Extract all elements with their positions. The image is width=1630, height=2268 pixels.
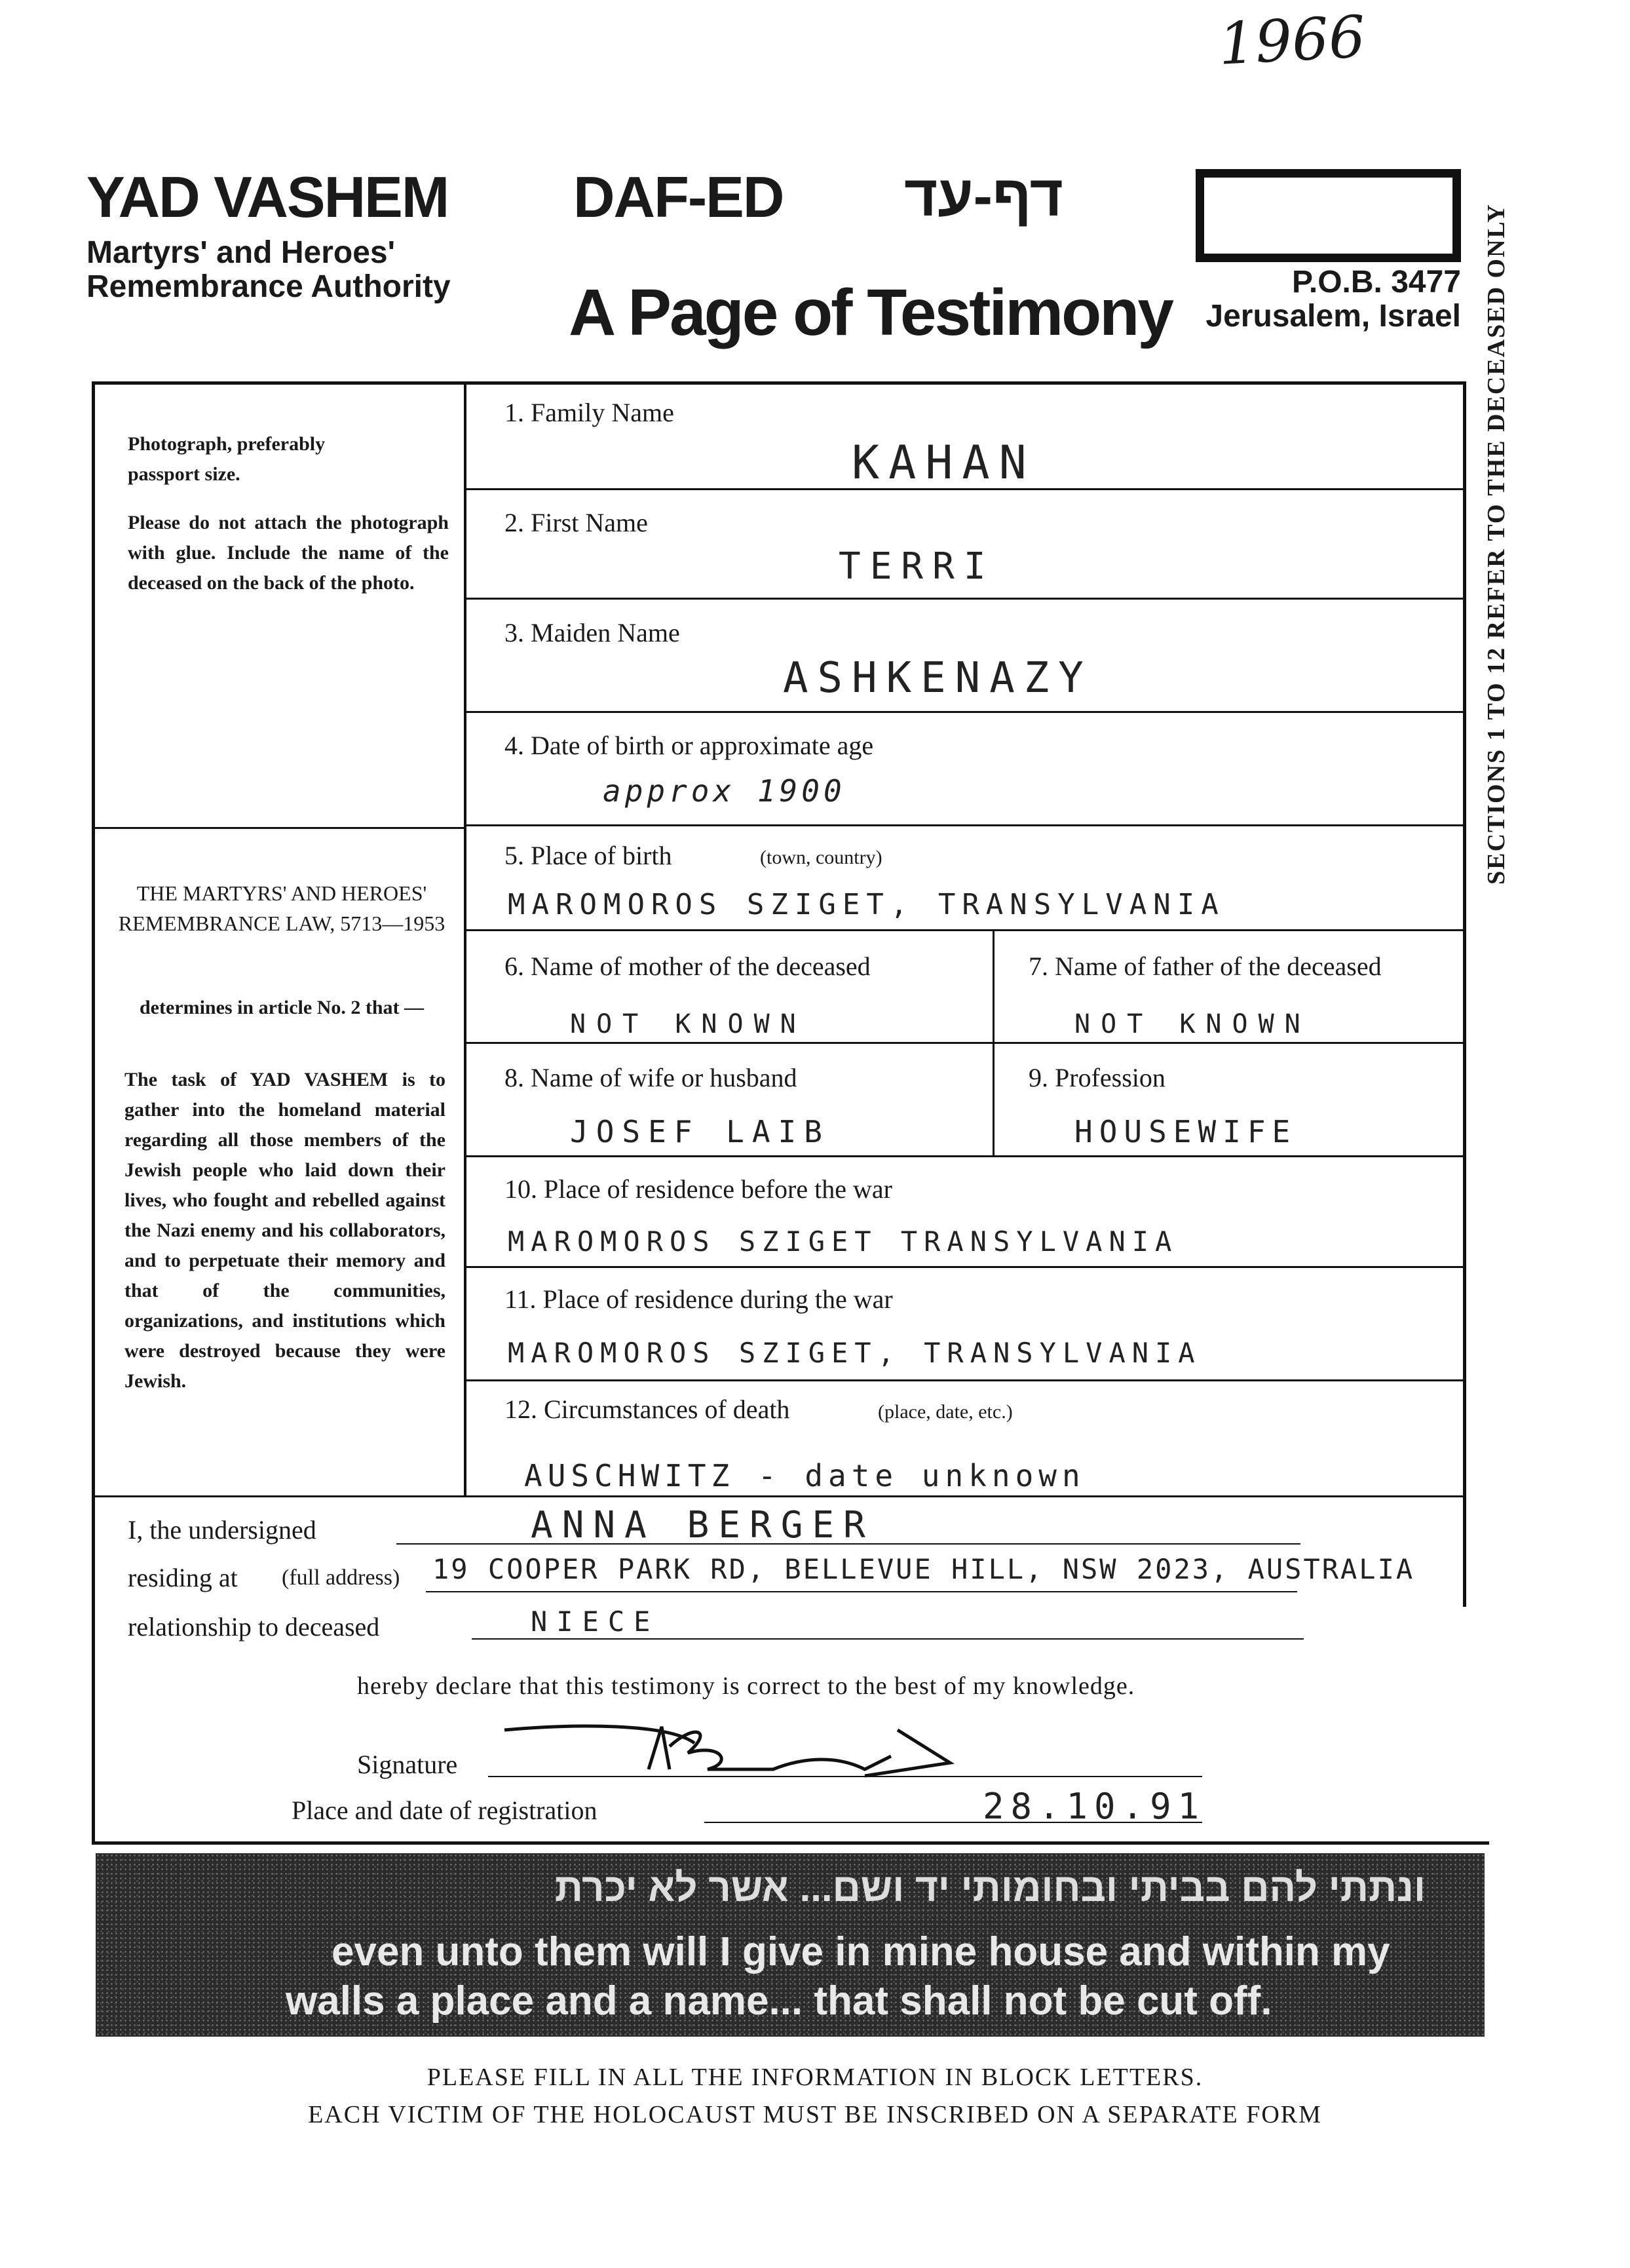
row-divider-8 (465, 1266, 1464, 1268)
field-11-label: 11. Place of residence during the war (504, 1284, 893, 1314)
field-6-label: 6. Name of mother of the deceased (504, 951, 871, 981)
field-5-hint: (town, country) (760, 847, 882, 868)
split-divider (993, 931, 995, 1157)
row-divider-7 (465, 1155, 1464, 1157)
column-divider (464, 381, 466, 1495)
pob-text: P.O.B. 3477 (1292, 265, 1461, 299)
law-article: determines in article No. 2 that — (139, 997, 425, 1018)
undersigned-value[interactable]: ANNA BERGER (531, 1504, 875, 1547)
undersigned-label: I, the undersigned (128, 1515, 316, 1545)
row-divider-6 (465, 1042, 1464, 1044)
declaration-text: hereby declare that this testimony is correct to the best of my knowledge. (357, 1672, 1135, 1700)
declaration-divider (92, 1495, 1466, 1497)
relationship-label: relationship to deceased (128, 1612, 380, 1642)
field-12-hint: (place, date, etc.) (878, 1401, 1013, 1423)
residing-hint: (full address) (282, 1566, 400, 1590)
field-1-value[interactable]: KAHAN (852, 436, 1036, 490)
photo-label: Photograph, preferably passport size. (128, 433, 326, 485)
banner-line-2: walls a place and a name... that shall not be cut off. (286, 1978, 1272, 2024)
field-9-value[interactable]: HOUSEWIFE (1074, 1114, 1297, 1149)
field-11-value[interactable]: MAROMOROS SZIGET, TRANSYLVANIA (508, 1337, 1202, 1369)
field-2-label: 2. First Name (504, 508, 648, 537)
sections-side-note: SECTIONS 1 TO 12 REFER TO THE DECEASED ONLY (1483, 203, 1510, 885)
logo-hebrew-text: יד ושם (1249, 176, 1407, 235)
field-10-value[interactable]: MAROMOROS SZIGET TRANSYLVANIA (508, 1225, 1179, 1258)
relationship-value[interactable]: NIECE (531, 1605, 660, 1638)
field-6-value[interactable]: NOT KNOWN (570, 1009, 806, 1039)
photo-instructions: Please do not attach the photograph with glue. Include the name of the deceased on the back of the photo. (128, 512, 449, 594)
left-panel-divider (92, 827, 465, 829)
org-subtitle: Martyrs' and Heroes' Remembrance Authority (86, 235, 451, 304)
city-text: Jerusalem, Israel (1205, 299, 1461, 334)
field-10-label: 10. Place of residence before the war (504, 1174, 892, 1204)
form-name-hebrew: דף-עד (904, 163, 1063, 228)
field-1-label: 1. Family Name (504, 398, 674, 427)
residing-label: residing at (128, 1563, 238, 1592)
banner-line-1: even unto them will I give in mine house and within my (332, 1929, 1390, 1974)
field-8-value[interactable]: JOSEF LAIB (570, 1114, 830, 1149)
field-5-label: 5. Place of birth (504, 841, 672, 870)
field-3-label: 3. Maiden Name (504, 618, 680, 647)
registration-value[interactable]: 28.10.91 (983, 1786, 1206, 1827)
footer-instruction-1: PLEASE FILL IN ALL THE INFORMATION IN BLOCK LETTERS. (426, 2064, 1204, 2091)
year-annotation: 1966 (1217, 3, 1367, 78)
field-2-value[interactable]: TERRI (839, 545, 995, 588)
relationship-line (472, 1638, 1304, 1640)
field-12-value[interactable]: AUSCHWITZ - date unknown (524, 1458, 1086, 1493)
scripture-banner (96, 1853, 1485, 2037)
footer-instruction-2: EACH VICTIM OF THE HOLOCAUST MUST BE INSCRIBED ON A SEPARATE FORM (308, 2101, 1322, 2128)
law-title: THE MARTYRS' AND HEROES' REMEMBRANCE LAW, 5713—1953 (118, 881, 445, 935)
row-divider-3 (465, 711, 1464, 713)
field-3-value[interactable]: ASHKENAZY (783, 654, 1093, 702)
row-divider-9 (465, 1379, 1464, 1381)
field-7-label: 7. Name of father of the deceased (1029, 951, 1382, 981)
row-divider-5 (465, 929, 1464, 931)
residing-line (426, 1591, 1297, 1592)
registration-label: Place and date of registration (292, 1796, 597, 1825)
field-7-value[interactable]: NOT KNOWN (1074, 1009, 1311, 1039)
signature-label: Signature (357, 1750, 458, 1779)
row-divider-4 (465, 824, 1464, 826)
address-block (1199, 265, 1461, 334)
field-12-label: 12. Circumstances of death (504, 1394, 790, 1424)
page-title: A Page of Testimony (569, 276, 1172, 349)
org-name: YAD VASHEM (86, 164, 449, 229)
signature-scribble[interactable] (498, 1717, 996, 1789)
row-divider-2 (465, 598, 1464, 600)
banner-hebrew: ונתתי להם בביתי ובחומותי יד ושם... אשר לא יכרת (554, 1866, 1426, 1910)
form-name: DAF-ED (573, 164, 784, 229)
field-4-label: 4. Date of birth or approximate age (504, 731, 874, 760)
field-9-label: 9. Profession (1029, 1063, 1166, 1092)
field-4-value[interactable]: approx 1900 (603, 773, 846, 809)
frame-top (92, 381, 1466, 385)
frame-left (92, 381, 95, 1843)
frame-right (1463, 381, 1466, 1607)
field-8-label: 8. Name of wife or husband (504, 1063, 797, 1092)
yad-vashem-logo (1196, 169, 1461, 262)
field-5-value[interactable]: MAROMOROS SZIGET, TRANSYLVANIA (508, 888, 1225, 921)
law-text: The task of YAD VASHEM is to gather into the homeland material regarding all those members of the Jewish people who laid down their lives, who fought and rebelled against the Nazi enemy and his collaborators, and to perpetuate their memory and that of the communities, organizations, and institutions which were destroyed because they were Jewish. (124, 1069, 445, 1392)
residing-value[interactable]: 19 COOPER PARK RD, BELLEVUE HILL, NSW 2023, AUSTRALIA (432, 1553, 1415, 1585)
banner-top (92, 1841, 1489, 1845)
